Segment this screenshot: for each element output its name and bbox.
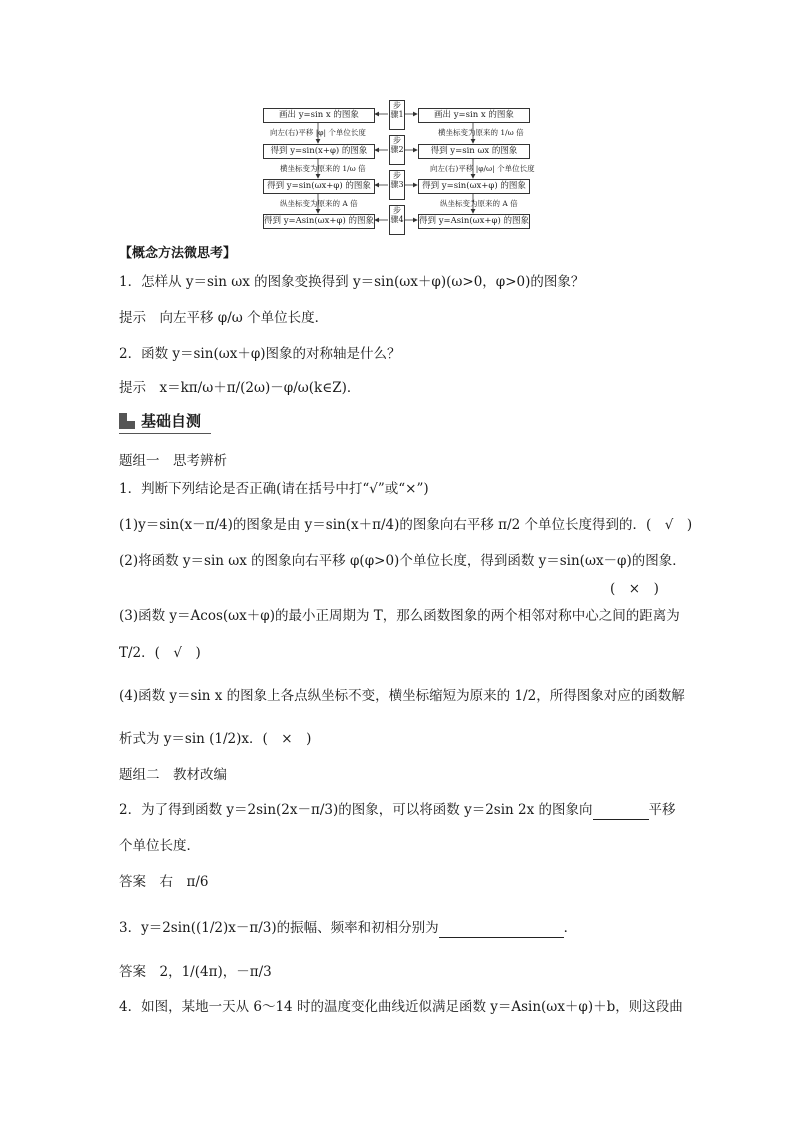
flow-step-4: 步骤4 <box>389 205 405 235</box>
flow-arrows <box>0 0 794 240</box>
flow-right-label-3: 纵坐标变为原来的 A 倍 <box>440 199 518 208</box>
flow-step-3: 步骤3 <box>389 170 405 200</box>
flow-left-box-4: 得到 y=Asin(ωx+φ) 的图象 <box>263 214 375 229</box>
group2-question-2 <box>119 800 676 820</box>
flow-left-box-3: 得到 y=sin(ωx+φ) 的图象 <box>263 179 375 194</box>
section-heading <box>119 410 211 432</box>
concept-title: 【概念方法微思考】 <box>119 246 237 261</box>
answer-blank-3[interactable] <box>439 921 564 938</box>
group2-answer-2: 答案 右 π/6 <box>119 874 209 890</box>
flow-right-box-3: 得到 y=sin(ωx+φ) 的图象 <box>418 179 530 194</box>
section-title: 基础自测 <box>141 412 202 430</box>
group2-question-2-text-b: 平移 <box>648 802 676 818</box>
group2-question-4: 4．如图，某地一天从 6～14 时的温度变化曲线近似满足函数 y＝Asin(ωx＋φ)＋b，则这段曲 <box>119 999 683 1015</box>
flow-left-label-1: 向左(右)平移 |φ| 个单位长度 <box>270 128 366 137</box>
answer-blank-2[interactable] <box>593 803 649 820</box>
group1-question-1: 1．判断下列结论是否正确(请在括号中打“√”或“×”) <box>119 481 429 497</box>
group1-statement-2: (2)将函数 y＝sin ωx 的图象向右平移 φ(φ>0)个单位长度，得到函数 y＝sin(ωx－φ)的图象． <box>119 553 686 569</box>
group1-statement-3: (3)函数 y＝Acos(ωx＋φ)的最小正周期为 T，那么函数图象的两个相邻对称中心之间的距离为 <box>119 608 680 624</box>
group1-statement-4: (4)函数 y＝sin x 的图象上各点纵坐标不变，横坐标缩短为原来的 1/2，所得图象对应的函数解 <box>119 688 685 704</box>
group1-statement-3-cont: T/2．( √ ) <box>119 645 201 661</box>
group2-question-2-text: 2．为了得到函数 y＝2sin(2x－π/3)的图象，可以将函数 y＝2sin 2x 的图象向 <box>119 802 593 818</box>
group2-question-3 <box>119 918 577 938</box>
flow-right-label-2: 向左(右)平移 |φ/ω| 个单位长度 <box>430 164 535 173</box>
flow-left-label-3: 纵坐标变为原来的 A 倍 <box>280 199 358 208</box>
flow-right-box-1: 画出 y=sin x 的图象 <box>418 108 530 123</box>
group2-question-2-cont: 个单位长度． <box>119 838 200 854</box>
flow-right-label-1: 横坐标变为原来的 1/ω 倍 <box>438 128 524 137</box>
group2-question-3-text: 3．y＝2sin((1/2)x－π/3)的振幅、频率和初相分别为 <box>119 920 439 936</box>
concept-answer-1: 提示 向左平移 φ/ω 个单位长度． <box>119 310 329 326</box>
flow-right-box-4: 得到 y=Asin(ωx+φ) 的图象 <box>418 214 530 229</box>
group1-statement-4-cont: 析式为 y＝sin (1/2)x．( × ) <box>119 731 312 747</box>
flow-step-2: 步骤2 <box>389 135 405 165</box>
concept-answer-2: 提示 x＝kπ/ω＋π/(2ω)－φ/ω(k∈Z)． <box>119 380 361 396</box>
flow-left-label-2: 横坐标变为原来的 1/ω 倍 <box>280 164 366 173</box>
group1-statement-2-answer: ( × ) <box>610 581 659 597</box>
concept-question-2: 2．函数 y＝sin(ωx＋φ)图象的对称轴是什么？ <box>119 346 401 362</box>
concept-question-1: 1．怎样从 y＝sin ωx 的图象变换得到 y＝sin(ωx＋φ)(ω>0，φ>0)的图象？ <box>119 274 585 290</box>
group1-statement-1: (1)y＝sin(x－π/4)的图象是由 y＝sin(x＋π/4)的图象向右平移 π/2 个单位长度得到的．( √ ) <box>119 517 693 533</box>
flow-right-box-2: 得到 y=sin ωx 的图象 <box>418 144 530 159</box>
group2-title: 题组二 教材改编 <box>119 767 227 783</box>
flow-step-1: 步骤1 <box>389 100 405 130</box>
flow-left-box-2: 得到 y=sin(x+φ) 的图象 <box>263 144 375 159</box>
group2-question-3-end: ． <box>563 920 578 936</box>
group2-answer-3: 答案 2，1/(4π)，－π/3 <box>119 964 272 980</box>
group1-title: 题组一 思考辨析 <box>119 453 227 469</box>
flow-left-box-1: 画出 y=sin x 的图象 <box>263 108 375 123</box>
